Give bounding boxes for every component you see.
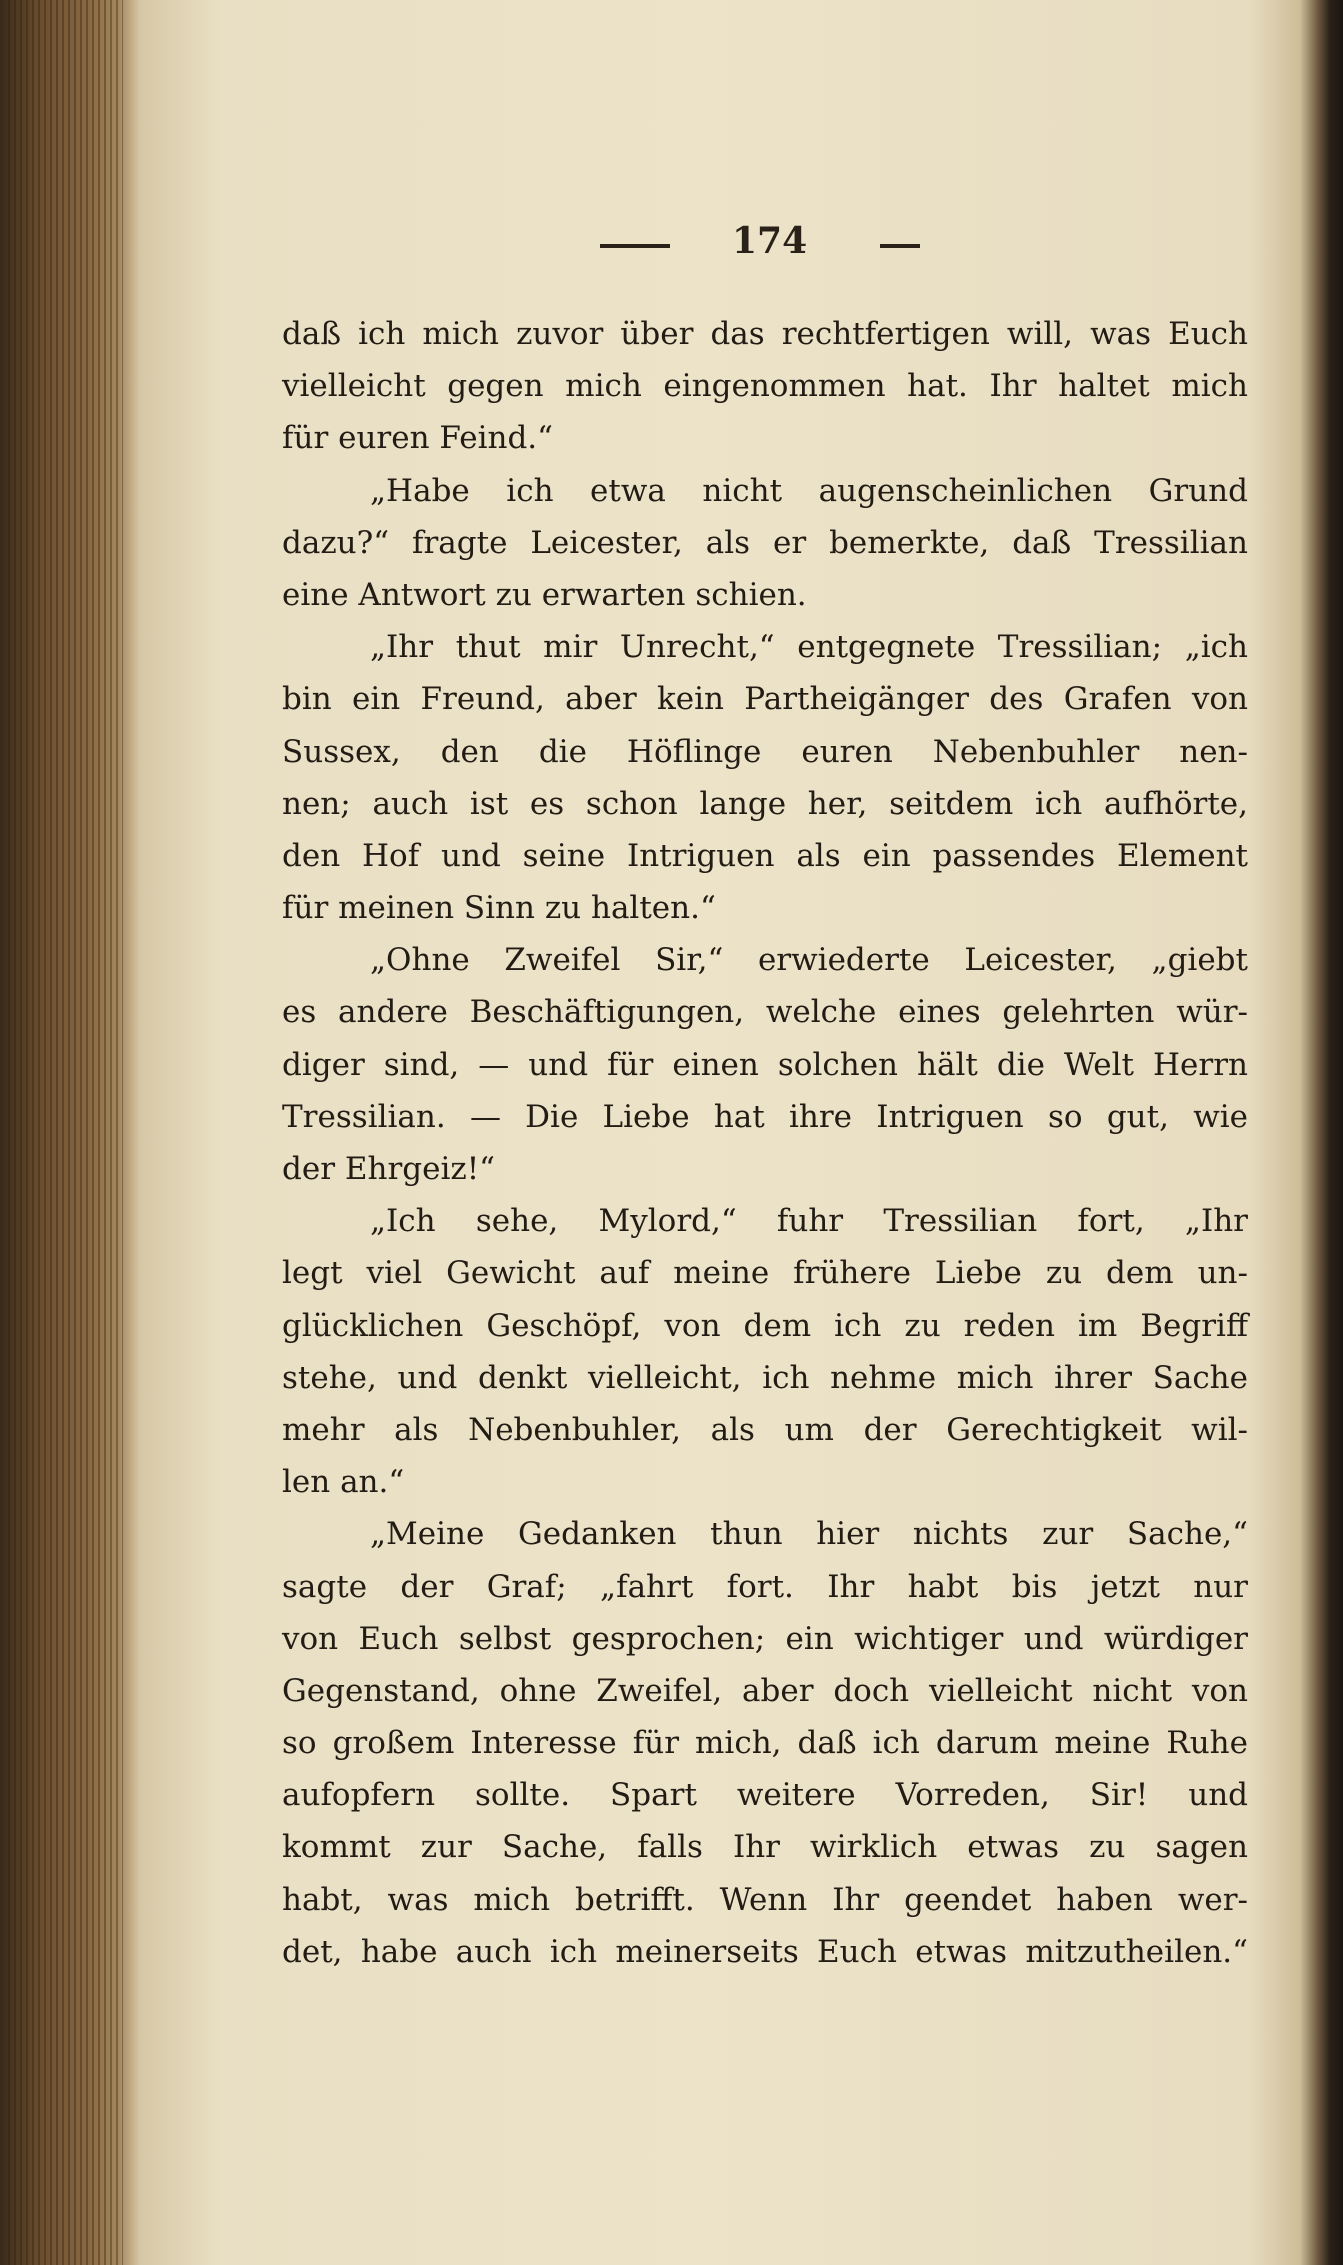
text-line: „Ich sehe, Mylord,“ fuhr Tressilian fort, „Ihr xyxy=(370,1203,1248,1240)
text-line: für euren Feind.“ xyxy=(282,420,553,457)
text-line: vielleicht gegen mich eingenommen hat. Ihr haltet mich xyxy=(282,368,1248,405)
text-line: kommt zur Sache, falls Ihr wirklich etwas zu sagen xyxy=(282,1829,1248,1866)
text-line: diger sind, — und für einen solchen hält die Welt Herrn xyxy=(282,1046,1248,1083)
text-line: nen; auch ist es schon lange her, seitdem ich aufhörte, xyxy=(282,785,1248,822)
text-line: dazu?“ fragte Leicester, als er bemerkte, daß Tressilian xyxy=(282,524,1248,561)
text-line: eine Antwort zu erwarten schien. xyxy=(282,576,807,613)
text-line: len an.“ xyxy=(282,1464,405,1501)
text-line: aufopfern sollte. Spart weitere Vorreden, Sir! und xyxy=(282,1777,1248,1814)
header-dash-left xyxy=(600,244,670,248)
text-line: mehr als Nebenbuhler, als um der Gerechtigkeit wil- xyxy=(282,1411,1248,1448)
text-line: es andere Beschäftigungen, welche eines gelehrten wür- xyxy=(282,994,1248,1031)
text-line: daß ich mich zuvor über das rechtfertigen will, was Euch xyxy=(282,316,1248,352)
text-line: bin ein Freund, aber kein Partheigänger des Grafen von xyxy=(282,681,1248,718)
text-line: habt, was mich betrifft. Wenn Ihr geendet haben wer- xyxy=(282,1881,1248,1918)
text-line: „Ohne Zweifel Sir,“ erwiederte Leicester, „giebt xyxy=(370,942,1248,979)
text-line: den Hof und seine Intriguen als ein passendes Element xyxy=(282,837,1248,874)
text-line: glücklichen Geschöpf, von dem ich zu reden im Begriff xyxy=(282,1307,1248,1344)
text-line: „Habe ich etwa nicht augenscheinlichen Grund xyxy=(370,472,1248,509)
header-dash-right xyxy=(880,244,920,248)
text-line: Gegenstand, ohne Zweifel, aber doch vielleicht nicht von xyxy=(282,1672,1248,1709)
text-line: stehe, und denkt vielleicht, ich nehme mich ihrer Sache xyxy=(282,1359,1248,1396)
text-line: für meinen Sinn zu halten.“ xyxy=(282,890,716,927)
text-line: det, habe auch ich meinerseits Euch etwas mitzutheilen.“ xyxy=(282,1933,1248,1970)
page-header xyxy=(600,220,940,270)
text-line: von Euch selbst gesprochen; ein wichtiger und würdiger xyxy=(282,1620,1248,1657)
text-line: Tressilian. — Die Liebe hat ihre Intriguen so gut, wie xyxy=(282,1098,1248,1135)
body-text xyxy=(282,308,1248,1978)
page-edges xyxy=(8,0,123,2265)
text-line: sagte der Graf; „fahrt fort. Ihr habt bis jetzt nur xyxy=(282,1568,1248,1605)
text-line: legt viel Gewicht auf meine frühere Liebe zu dem un- xyxy=(282,1255,1248,1292)
page-number: 174 xyxy=(732,220,808,262)
text-line: „Meine Gedanken thun hier nichts zur Sache,“ xyxy=(370,1516,1248,1553)
text-line: so großem Interesse für mich, daß ich darum meine Ruhe xyxy=(282,1725,1248,1762)
text-line: der Ehrgeiz!“ xyxy=(282,1151,496,1187)
text-line: Sussex, den die Höflinge euren Nebenbuhler nen- xyxy=(282,733,1248,770)
text-line: „Ihr thut mir Unrecht,“ entgegnete Tressilian; „ich xyxy=(370,629,1248,666)
